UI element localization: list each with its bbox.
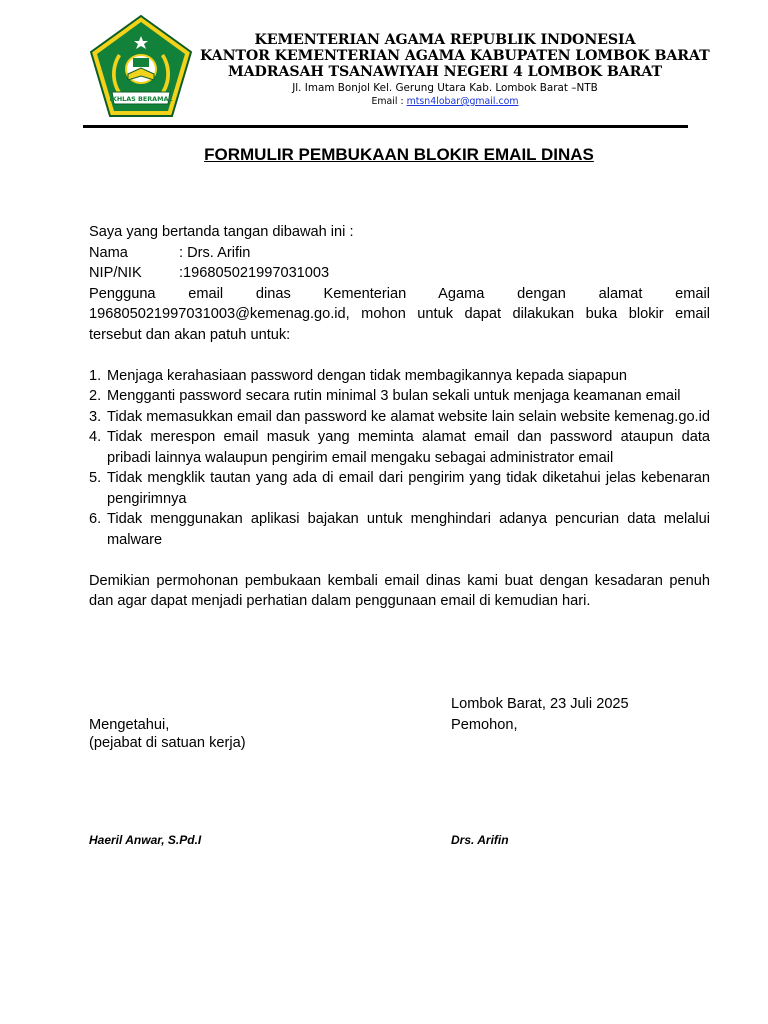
header-address: Jl. Imam Bonjol Kel. Gerung Utara Kab. Lombok Barat –NTB — [292, 82, 598, 94]
list-item: 1. Menjaga kerahasiaan password dengan tidak membagikannya kepada siapapun — [89, 367, 628, 384]
email-label: Email : — [371, 96, 407, 107]
closing-paragraph: Demikian permohonan pembukaan kembali email dinas kami buat dengan kesadaran penuh dan agar dapat menjadi perhatian dalam penggunaan email di kemudian hari. — [89, 572, 710, 609]
nama-label: Nama — [89, 244, 128, 261]
applicant-name: Drs. Arifin — [451, 833, 509, 847]
nip-label: NIP/NIK — [89, 265, 142, 281]
paragraph1-line1: Pengguna email dinas Kementerian Agama dengan alamat email — [89, 285, 710, 302]
list-item: 3. Tidak memasukkan email dan password ke alamat website lain selain website kemenag.go.id — [89, 408, 710, 425]
kemenag-logo — [88, 14, 194, 120]
official-name: Haeril Anwar, S.Pd.I — [89, 833, 202, 847]
list-item: 6. Tidak menggunakan aplikasi bajakan untuk menghindari adanya pencurian data melalui malware — [89, 511, 710, 548]
letterhead — [200, 32, 710, 107]
acknowledged-label: Mengetahui, — [89, 717, 170, 733]
header-school: MADRASAH TSANAWIYAH NEGERI 4 LOMBOK BARAT — [228, 64, 662, 80]
field-nama — [89, 243, 710, 264]
header-email-line — [200, 96, 690, 107]
applicant-label: Pemohon, — [451, 717, 518, 733]
paragraph1-rest: 196805021997031003@kemenag.go.id, mohon untuk dapat dilakukan buka blokir email tersebut dan akan patuh untuk: — [89, 306, 710, 343]
nama-value: : Drs. Arifin — [179, 244, 251, 261]
obligations-list — [89, 366, 710, 551]
acknowledged-sub: (pejabat di satuan kerja) — [89, 735, 246, 751]
header-ministry: KEMENTERIAN AGAMA REPUBLIK INDONESIA — [254, 32, 636, 48]
form-body — [89, 222, 710, 612]
place-date: Lombok Barat, 23 Juli 2025 — [451, 696, 629, 712]
header-office: KANTOR KEMENTERIAN AGAMA KABUPATEN LOMBOK BARAT — [200, 48, 710, 64]
field-nip — [89, 263, 710, 284]
nip-value: :196805021997031003 — [179, 265, 330, 281]
logo-motto: IKHLAS BERAMAL — [109, 95, 173, 103]
form-title: FORMULIR PEMBUKAAN BLOKIR EMAIL DINAS — [204, 145, 594, 164]
header-divider — [83, 125, 688, 128]
list-item: 2. Mengganti password secara rutin minimal 3 bulan sekali untuk menjaga keamanan email — [89, 388, 681, 404]
list-item: 5. Tidak mengklik tautan yang ada di email dari pengirim yang tidak diketahui jelas kebenaran pengirimnya — [89, 470, 710, 507]
intro-text: Saya yang bertanda tangan dibawah ini : — [89, 224, 354, 240]
email-link[interactable]: mtsn4lobar@gmail.com — [406, 96, 519, 107]
list-item: 4. Tidak merespon email masuk yang meminta alamat email dan password ataupun data pribadi lainnya walaupun pengirim email mengaku sebagai administrator email — [89, 429, 710, 466]
